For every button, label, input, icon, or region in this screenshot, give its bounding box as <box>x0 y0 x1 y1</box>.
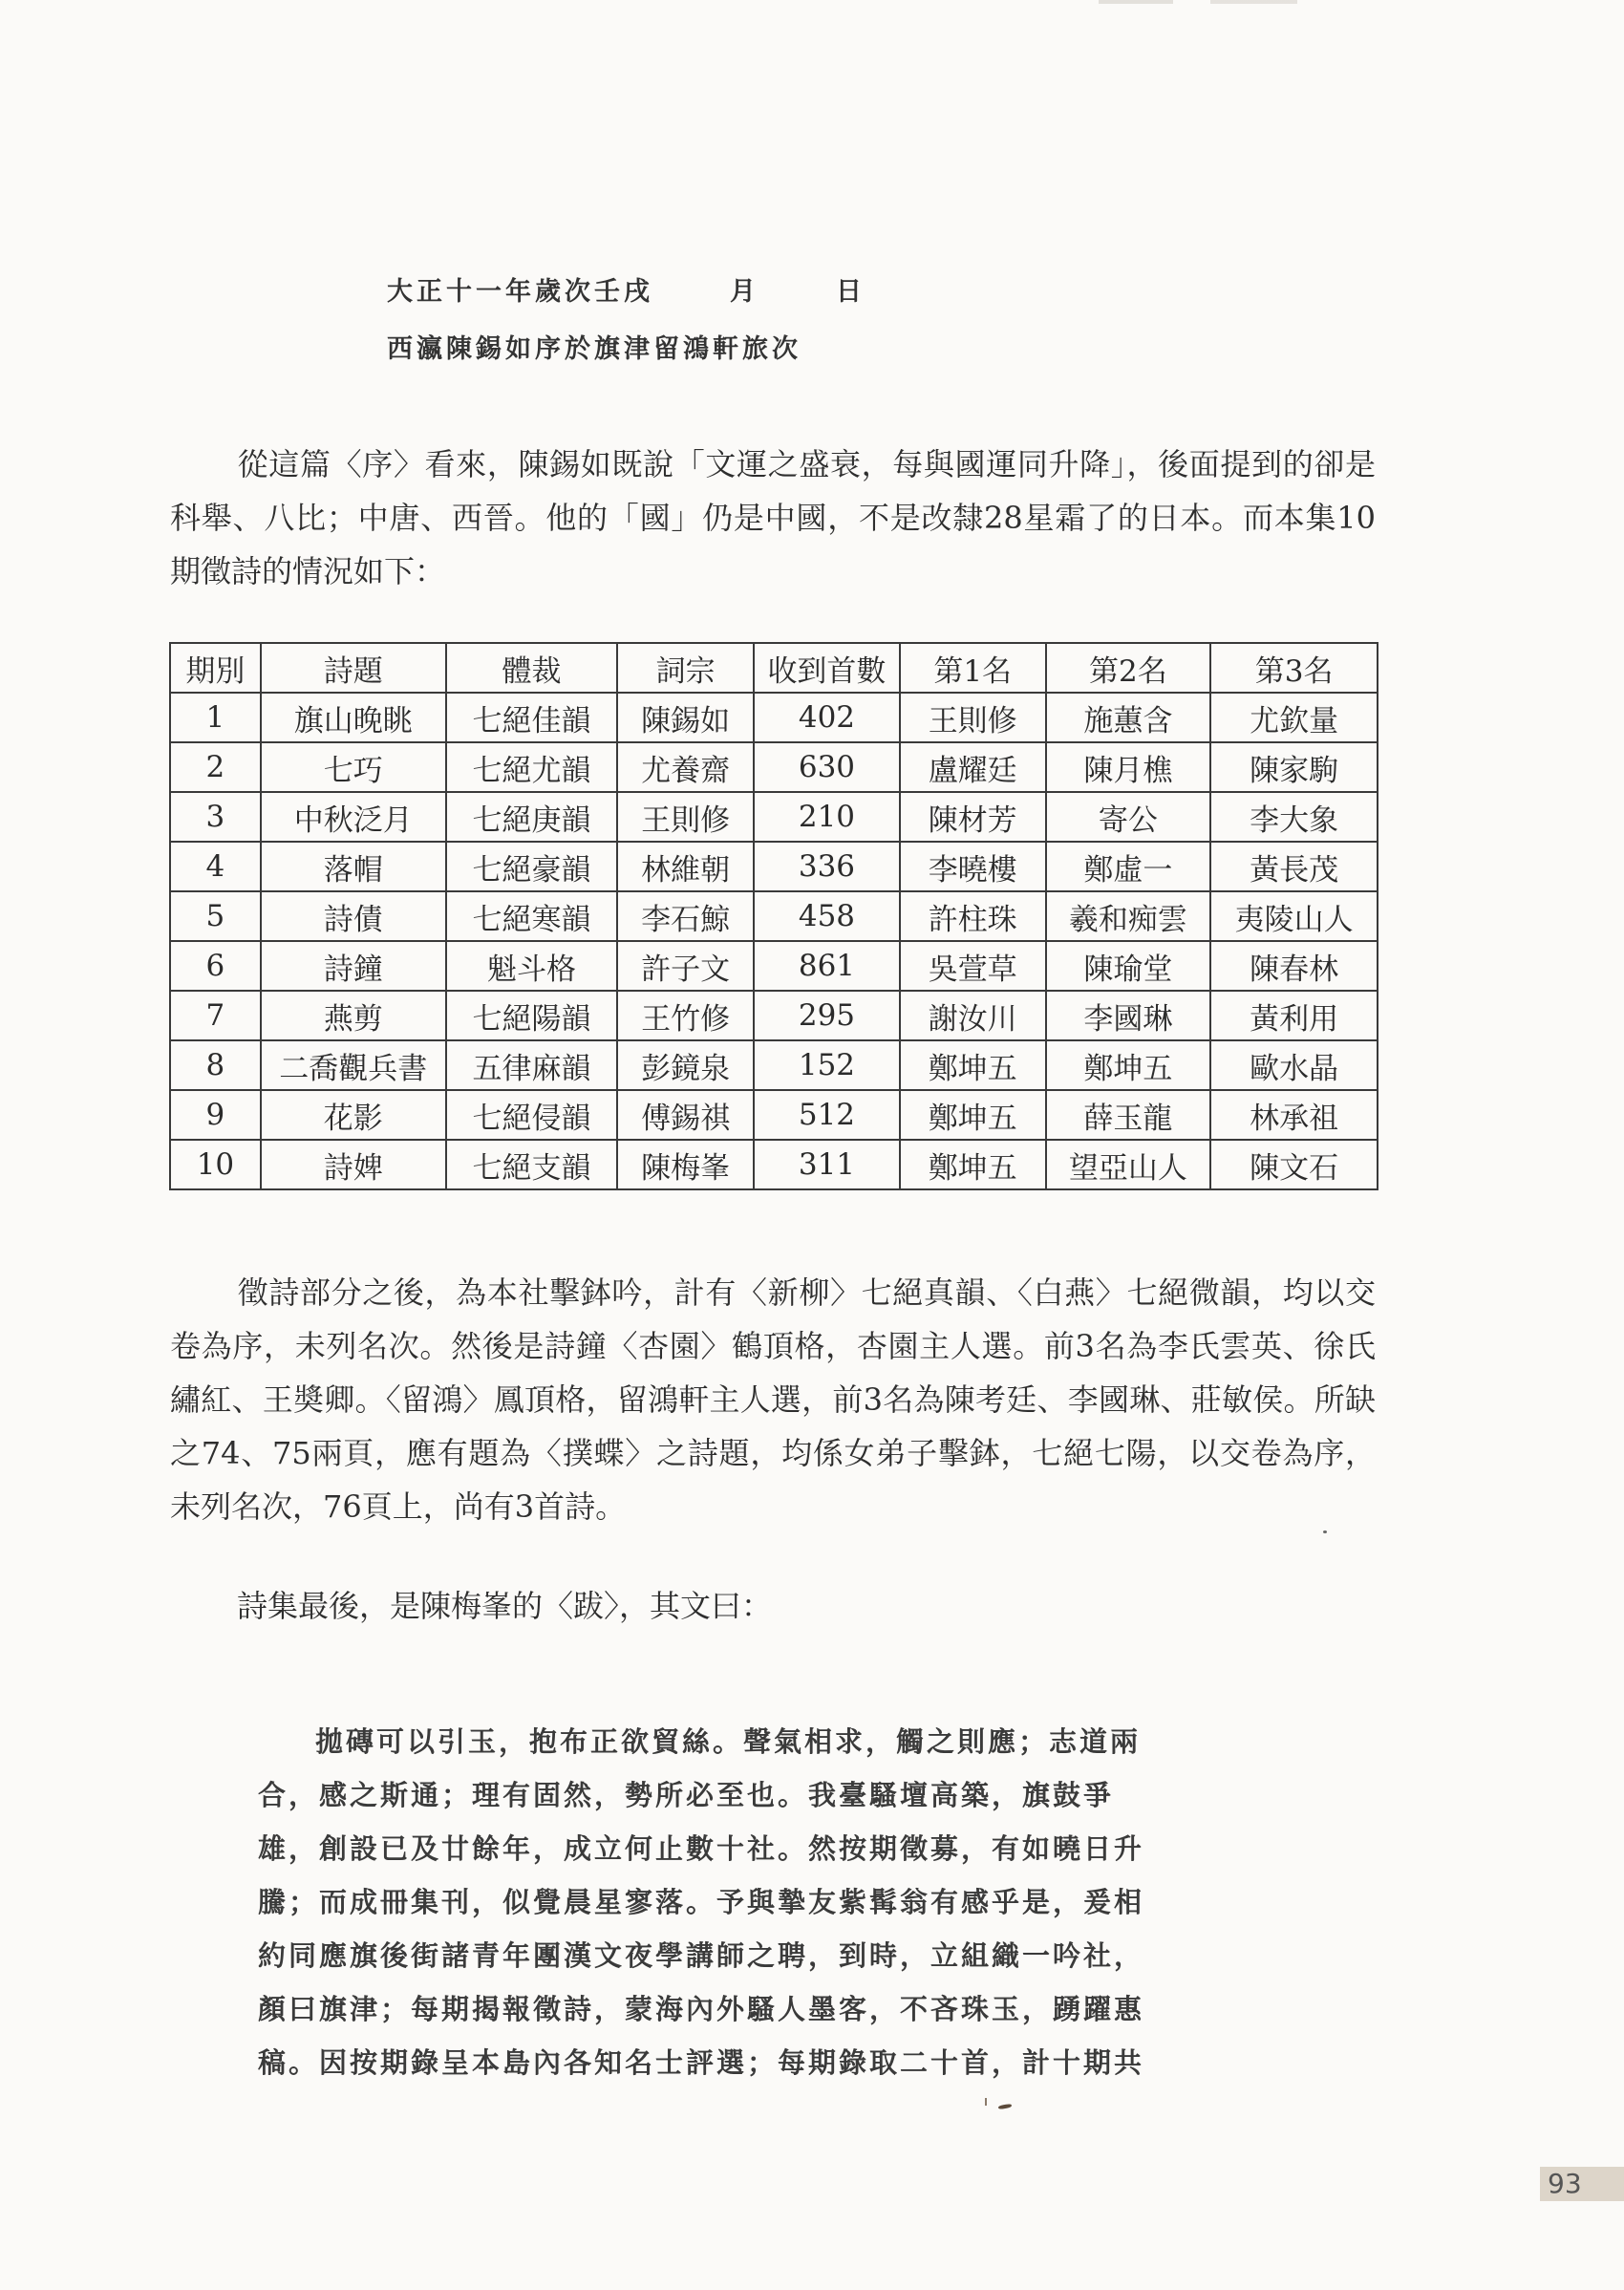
cell-first-place: 王則修 <box>900 693 1046 742</box>
dateline-signature: 西瀛陳錫如序於旗津留鴻軒旅次 <box>387 334 801 364</box>
scan-speck <box>998 2104 1012 2109</box>
quote-line: 約同應旗後街諸青年團漢文夜學講師之聘，到時，立組織一吟社， <box>258 1939 1145 1972</box>
cell-received-count: 402 <box>754 693 900 742</box>
cell-first-place: 鄭坤五 <box>900 1140 1046 1189</box>
paragraph-after-solicitation <box>170 1266 1376 1533</box>
cell-second-place: 陳月樵 <box>1046 742 1211 792</box>
header-first-place: 第1名 <box>900 643 1046 693</box>
cell-first-place: 謝汝川 <box>900 991 1046 1040</box>
scan-artifact-top <box>1099 0 1347 4</box>
quote-line: 雄，創設已及廿餘年，成立何止數十社。然按期徵募，有如曉日升 <box>258 1832 1145 1865</box>
dateline-day: 日 <box>836 277 865 307</box>
cell-form: 七絕寒韻 <box>446 891 618 941</box>
cell-poem-title: 二喬觀兵書 <box>261 1040 446 1090</box>
cell-judge: 傅錫祺 <box>617 1090 754 1140</box>
cell-poem-title: 旗山晚眺 <box>261 693 446 742</box>
scan-speck <box>985 2098 987 2106</box>
cell-form: 七絕侵韻 <box>446 1090 618 1140</box>
header-judge: 詞宗 <box>617 643 754 693</box>
paragraph-intro <box>170 438 1376 598</box>
table-row <box>170 1040 1378 1090</box>
table-row <box>170 1090 1378 1140</box>
cell-third-place: 陳春林 <box>1210 941 1378 991</box>
cell-judge: 王則修 <box>617 792 754 842</box>
cell-first-place: 陳材芳 <box>900 792 1046 842</box>
cell-judge: 陳梅峯 <box>617 1140 754 1189</box>
cell-second-place: 寄公 <box>1046 792 1211 842</box>
paragraph-postscript-intro <box>170 1579 1376 1633</box>
header-poem-title: 詩題 <box>261 643 446 693</box>
cell-first-place: 李曉樓 <box>900 842 1046 891</box>
cell-third-place: 陳文石 <box>1210 1140 1378 1189</box>
dateline-date <box>387 270 865 308</box>
cell-judge: 尤養齋 <box>617 742 754 792</box>
cell-issue: 6 <box>170 941 261 991</box>
cell-received-count: 458 <box>754 891 900 941</box>
cell-third-place: 黃利用 <box>1210 991 1378 1040</box>
cell-first-place: 吳萱草 <box>900 941 1046 991</box>
cell-received-count: 210 <box>754 792 900 842</box>
header-issue: 期別 <box>170 643 261 693</box>
cell-second-place: 施蕙含 <box>1046 693 1211 742</box>
cell-judge: 王竹修 <box>617 991 754 1040</box>
cell-issue: 7 <box>170 991 261 1040</box>
postscript-quote <box>258 1715 1371 2089</box>
table-row <box>170 991 1378 1040</box>
cell-judge: 李石鯨 <box>617 891 754 941</box>
cell-first-place: 盧耀廷 <box>900 742 1046 792</box>
cell-first-place: 鄭坤五 <box>900 1040 1046 1090</box>
cell-first-place: 許柱珠 <box>900 891 1046 941</box>
cell-form: 魁斗格 <box>446 941 618 991</box>
cell-second-place: 望亞山人 <box>1046 1140 1211 1189</box>
table-row <box>170 792 1378 842</box>
quote-line: 合，感之斯通；理有固然，勢所必至也。我臺騷壇高築，旗鼓爭 <box>258 1779 1115 1811</box>
quote-line: 顏曰旗津；每期揭報徵詩，蒙海內外騷人墨客，不吝珠玉，踴躍惠 <box>258 1993 1145 2025</box>
cell-issue: 1 <box>170 693 261 742</box>
cell-third-place: 尤欽量 <box>1210 693 1378 742</box>
cell-form: 七絕支韻 <box>446 1140 618 1189</box>
dateline-month: 月 <box>730 277 759 307</box>
cell-judge: 許子文 <box>617 941 754 991</box>
table-row <box>170 941 1378 991</box>
cell-form: 七絕豪韻 <box>446 842 618 891</box>
scan-speck <box>1323 1530 1327 1533</box>
cell-first-place: 鄭坤五 <box>900 1090 1046 1140</box>
cell-judge: 林維朝 <box>617 842 754 891</box>
cell-received-count: 336 <box>754 842 900 891</box>
dateline-year: 大正十一年歲次壬戌 <box>387 277 653 307</box>
header-form: 體裁 <box>446 643 618 693</box>
cell-form: 七絕陽韻 <box>446 991 618 1040</box>
cell-second-place: 陳瑜堂 <box>1046 941 1211 991</box>
cell-received-count: 861 <box>754 941 900 991</box>
cell-poem-title: 落帽 <box>261 842 446 891</box>
cell-received-count: 152 <box>754 1040 900 1090</box>
quote-line: 拋磚可以引玉，抱布正欲貿絲。聲氣相求，觸之則應；志道兩 <box>315 1725 1142 1758</box>
quote-line: 騰；而成冊集刊，似覺晨星寥落。予與摯友紫髯翁有感乎是，爰相 <box>258 1886 1145 1918</box>
cell-poem-title: 燕剪 <box>261 991 446 1040</box>
cell-poem-title: 詩婢 <box>261 1140 446 1189</box>
table-header-row <box>170 643 1378 693</box>
table-row <box>170 742 1378 792</box>
cell-form: 五律麻韻 <box>446 1040 618 1090</box>
table-row <box>170 891 1378 941</box>
cell-issue: 10 <box>170 1140 261 1189</box>
cell-issue: 9 <box>170 1090 261 1140</box>
cell-form: 七絕佳韻 <box>446 693 618 742</box>
table-row <box>170 842 1378 891</box>
cell-second-place: 羲和痴雲 <box>1046 891 1211 941</box>
cell-form: 七絕庚韻 <box>446 792 618 842</box>
header-second-place: 第2名 <box>1046 643 1211 693</box>
cell-issue: 5 <box>170 891 261 941</box>
quote-line: 稿。因按期錄呈本島內各知名士評選；每期錄取二十首，計十期共 <box>258 2046 1145 2079</box>
solicitation-results-table <box>169 642 1378 1190</box>
cell-second-place: 李國琳 <box>1046 991 1211 1040</box>
paragraph-intro-text: 從這篇〈序〉看來，陳錫如既說「文運之盛衰，每與國運同升降」，後面提到的卻是科舉、八比；中唐、西晉。他的「國」仍是中國，不是改隸28星霜了的日本。而本集10期徵詩的情況如下： <box>170 446 1376 589</box>
cell-second-place: 鄭虛一 <box>1046 842 1211 891</box>
cell-third-place: 陳家駒 <box>1210 742 1378 792</box>
cell-poem-title: 詩鐘 <box>261 941 446 991</box>
table-row <box>170 693 1378 742</box>
cell-issue: 3 <box>170 792 261 842</box>
cell-poem-title: 中秋泛月 <box>261 792 446 842</box>
cell-issue: 4 <box>170 842 261 891</box>
cell-third-place: 李大象 <box>1210 792 1378 842</box>
cell-received-count: 311 <box>754 1140 900 1189</box>
cell-second-place: 薛玉龍 <box>1046 1090 1211 1140</box>
cell-issue: 8 <box>170 1040 261 1090</box>
cell-third-place: 林承祖 <box>1210 1090 1378 1140</box>
cell-judge: 彭鏡泉 <box>617 1040 754 1090</box>
cell-form: 七絕尤韻 <box>446 742 618 792</box>
cell-issue: 2 <box>170 742 261 792</box>
cell-second-place: 鄭坤五 <box>1046 1040 1211 1090</box>
paragraph-postscript-intro-text: 詩集最後，是陳梅峯的〈跋〉，其文曰： <box>237 1588 773 1624</box>
header-third-place: 第3名 <box>1210 643 1378 693</box>
cell-received-count: 630 <box>754 742 900 792</box>
cell-third-place: 夷陵山人 <box>1210 891 1378 941</box>
cell-received-count: 512 <box>754 1090 900 1140</box>
cell-poem-title: 花影 <box>261 1090 446 1140</box>
table-row <box>170 1140 1378 1189</box>
cell-received-count: 295 <box>754 991 900 1040</box>
cell-judge: 陳錫如 <box>617 693 754 742</box>
header-received-count: 收到首數 <box>754 643 900 693</box>
cell-poem-title: 七巧 <box>261 742 446 792</box>
cell-poem-title: 詩債 <box>261 891 446 941</box>
cell-third-place: 黃長茂 <box>1210 842 1378 891</box>
paragraph-after-solicitation-text: 徵詩部分之後，為本社擊鉢吟，計有〈新柳〉七絕真韻、〈白燕〉七絕微韻，均以交卷為序，未列名次。然後是詩鐘〈杏園〉鶴頂格，杏園主人選。前3名為李氏雲英、徐氏繡紅、王奬卿。〈留鴻〉鳳頂格，留鴻軒主人選，前3名為陳考廷、李國琳、莊敏侯。所缺之74、75兩頁，應有題為〈撲蝶〉之詩題，均係女弟子擊鉢，七絕七陽，以交卷為序，未列名次，76頁上，尚有3首詩。 <box>170 1274 1376 1525</box>
page-number: 93 <box>1540 2167 1624 2201</box>
cell-third-place: 歐水晶 <box>1210 1040 1378 1090</box>
